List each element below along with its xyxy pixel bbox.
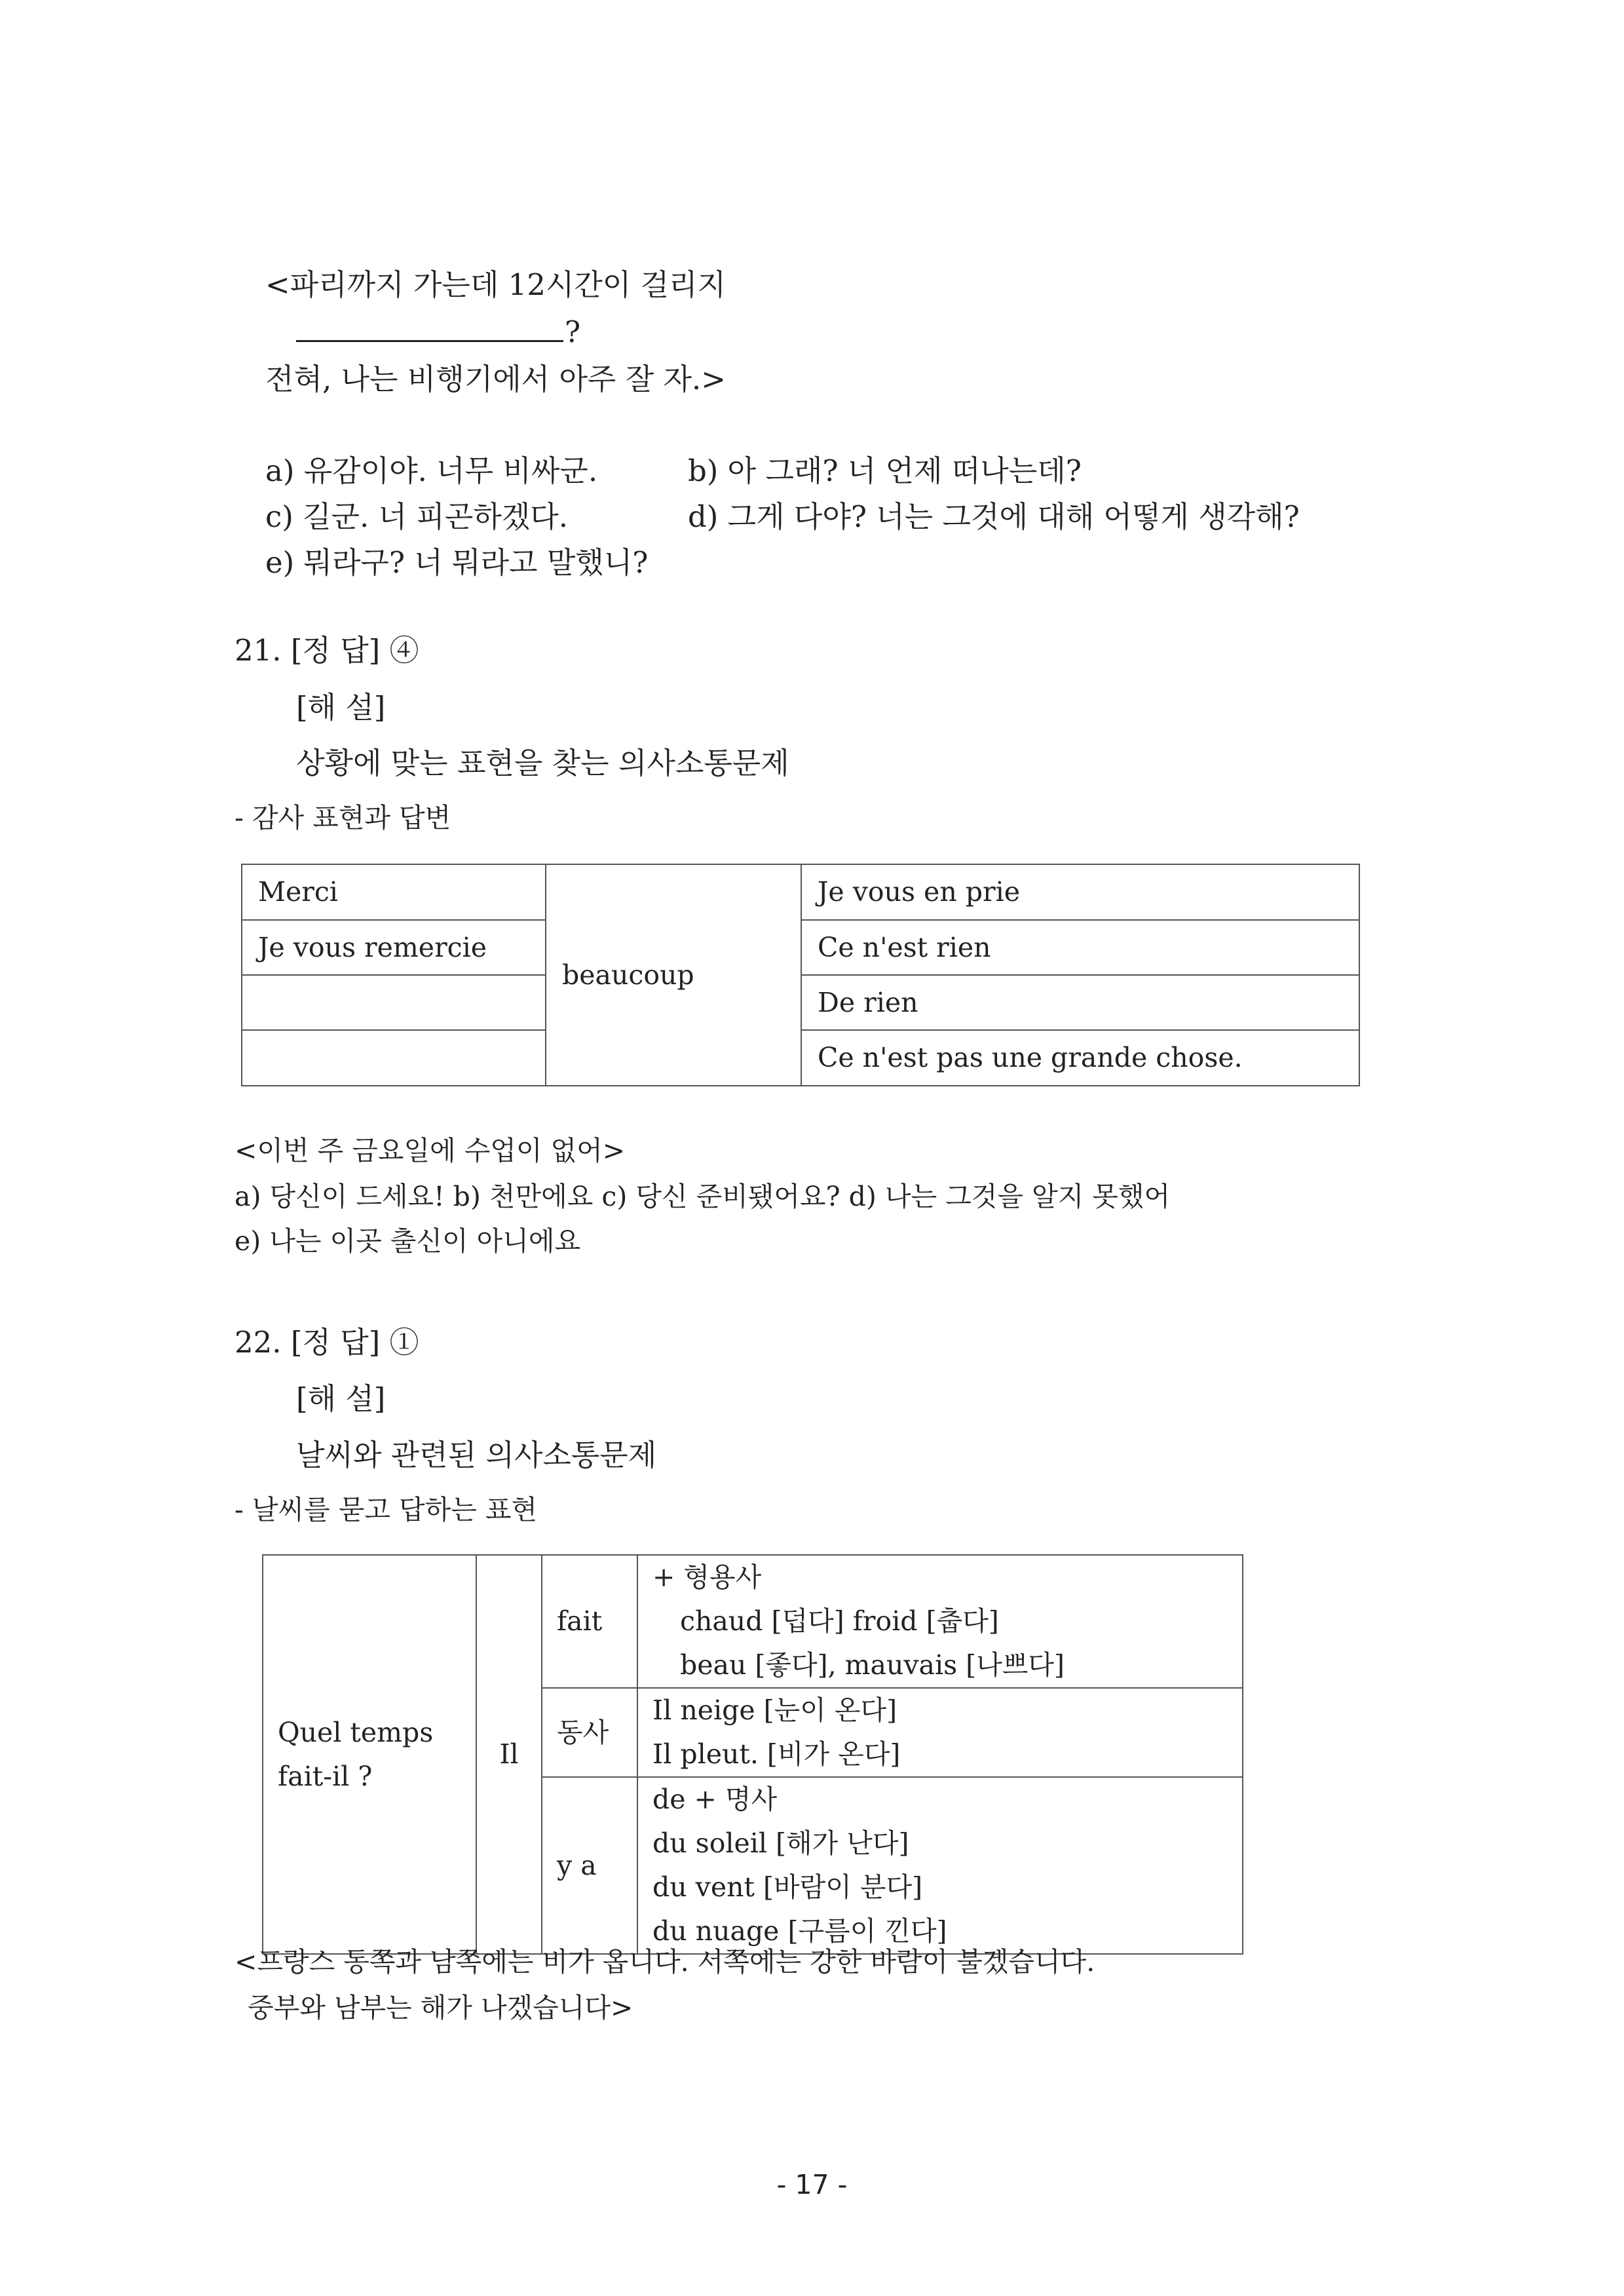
q21-quote: <이번 주 금요일에 수업이 없어> xyxy=(235,1135,626,1166)
verb-cell-verb: 동사 xyxy=(542,1688,637,1777)
q22-quote-line1: <프랑스 동쪽과 남쪽에는 비가 옵니다. 서쪽에는 강한 바람이 불겠습니다. xyxy=(235,1946,1095,1978)
q22-explanation-label: [해 설] xyxy=(296,1381,386,1416)
q20-prompt-line3: 전혀, 나는 비행기에서 아주 잘 자.> xyxy=(265,362,726,396)
table-cell: Je vous remercie xyxy=(242,920,546,975)
table-cell-beaucoup: beaucoup xyxy=(546,864,801,1086)
q21-options-line1: a) 당신이 드세요! b) 천만에요 c) 당신 준비됐어요? d) 나는 그것을 알지 못했어 xyxy=(235,1181,1171,1212)
verb-cell-fait: fait xyxy=(542,1555,637,1688)
table-cell: Je vous en prie xyxy=(801,864,1359,920)
weather-question-cell xyxy=(263,1555,476,1954)
q20-option-b: b) 아 그래? 너 언제 떠나는데? xyxy=(688,453,1082,488)
y-a-line: du soleil [해가 난다] xyxy=(652,1827,909,1859)
fait-line: beau [좋다], mauvais [나쁘다] xyxy=(680,1649,1065,1681)
thanks-expressions-table xyxy=(241,864,1360,1086)
weather-question-line1: Quel temps xyxy=(278,1716,434,1748)
verb-line: Il neige [눈이 온다] xyxy=(652,1694,897,1726)
fait-line: chaud [덥다] froid [춥다] xyxy=(680,1605,999,1637)
weather-expressions-table xyxy=(262,1554,1243,1955)
q22-explanation: 날씨와 관련된 의사소통문제 xyxy=(296,1438,657,1472)
verb-line: Il pleut. [비가 온다] xyxy=(652,1738,901,1770)
q20-option-d: d) 그게 다야? 너는 그것에 대해 어떻게 생각해? xyxy=(688,499,1300,534)
verb-expressions-cell xyxy=(637,1688,1243,1777)
table-cell-empty xyxy=(242,975,546,1030)
q20-option-a: a) 유감이야. 너무 비싸군. xyxy=(265,453,598,488)
q20-option-e: e) 뭐라구? 너 뭐라고 말했니? xyxy=(265,545,649,580)
y-a-line: du vent [바람이 분다] xyxy=(652,1871,923,1903)
table-cell: Merci xyxy=(242,864,546,920)
answer-blank xyxy=(296,318,563,342)
page-number: - 17 - xyxy=(776,2169,848,2200)
weather-question-line2: fait-il ? xyxy=(278,1760,373,1792)
verb-cell-y-a: y a xyxy=(542,1777,637,1954)
q20-prompt-line2 xyxy=(296,317,580,347)
q20-question-mark: ? xyxy=(565,315,581,349)
q20-prompt-line1: <파리까지 가는데 12시간이 걸리지 xyxy=(265,267,726,302)
table-cell: Ce n'est rien xyxy=(801,920,1359,975)
q21-topic: - 감사 표현과 답변 xyxy=(235,802,451,833)
q21-explanation: 상황에 맞는 표현을 찾는 의사소통문제 xyxy=(296,746,789,780)
q21-explanation-label: [해 설] xyxy=(296,690,386,725)
fait-line: + 형용사 xyxy=(652,1561,762,1593)
fait-expressions-cell xyxy=(637,1555,1243,1688)
y-a-expressions-cell xyxy=(637,1777,1243,1954)
q21-answer: 21. [정 답] ④ xyxy=(235,633,419,668)
q22-quote-line2: 중부와 남부는 해가 나겠습니다> xyxy=(248,1992,633,2023)
y-a-line: de + 명사 xyxy=(652,1784,778,1815)
subject-cell: Il xyxy=(476,1555,542,1954)
table-cell-empty xyxy=(242,1030,546,1086)
table-cell: De rien xyxy=(801,975,1359,1030)
q22-answer: 22. [정 답] ① xyxy=(235,1325,419,1360)
q21-options-line2: e) 나는 이곳 출신이 아니에요 xyxy=(235,1225,581,1257)
y-a-line: du nuage [구름이 낀다] xyxy=(652,1915,947,1947)
table-cell: Ce n'est pas une grande chose. xyxy=(801,1030,1359,1086)
q22-topic: - 날씨를 묻고 답하는 표현 xyxy=(235,1494,538,1525)
q20-option-c: c) 길군. 너 피곤하겠다. xyxy=(265,499,569,534)
